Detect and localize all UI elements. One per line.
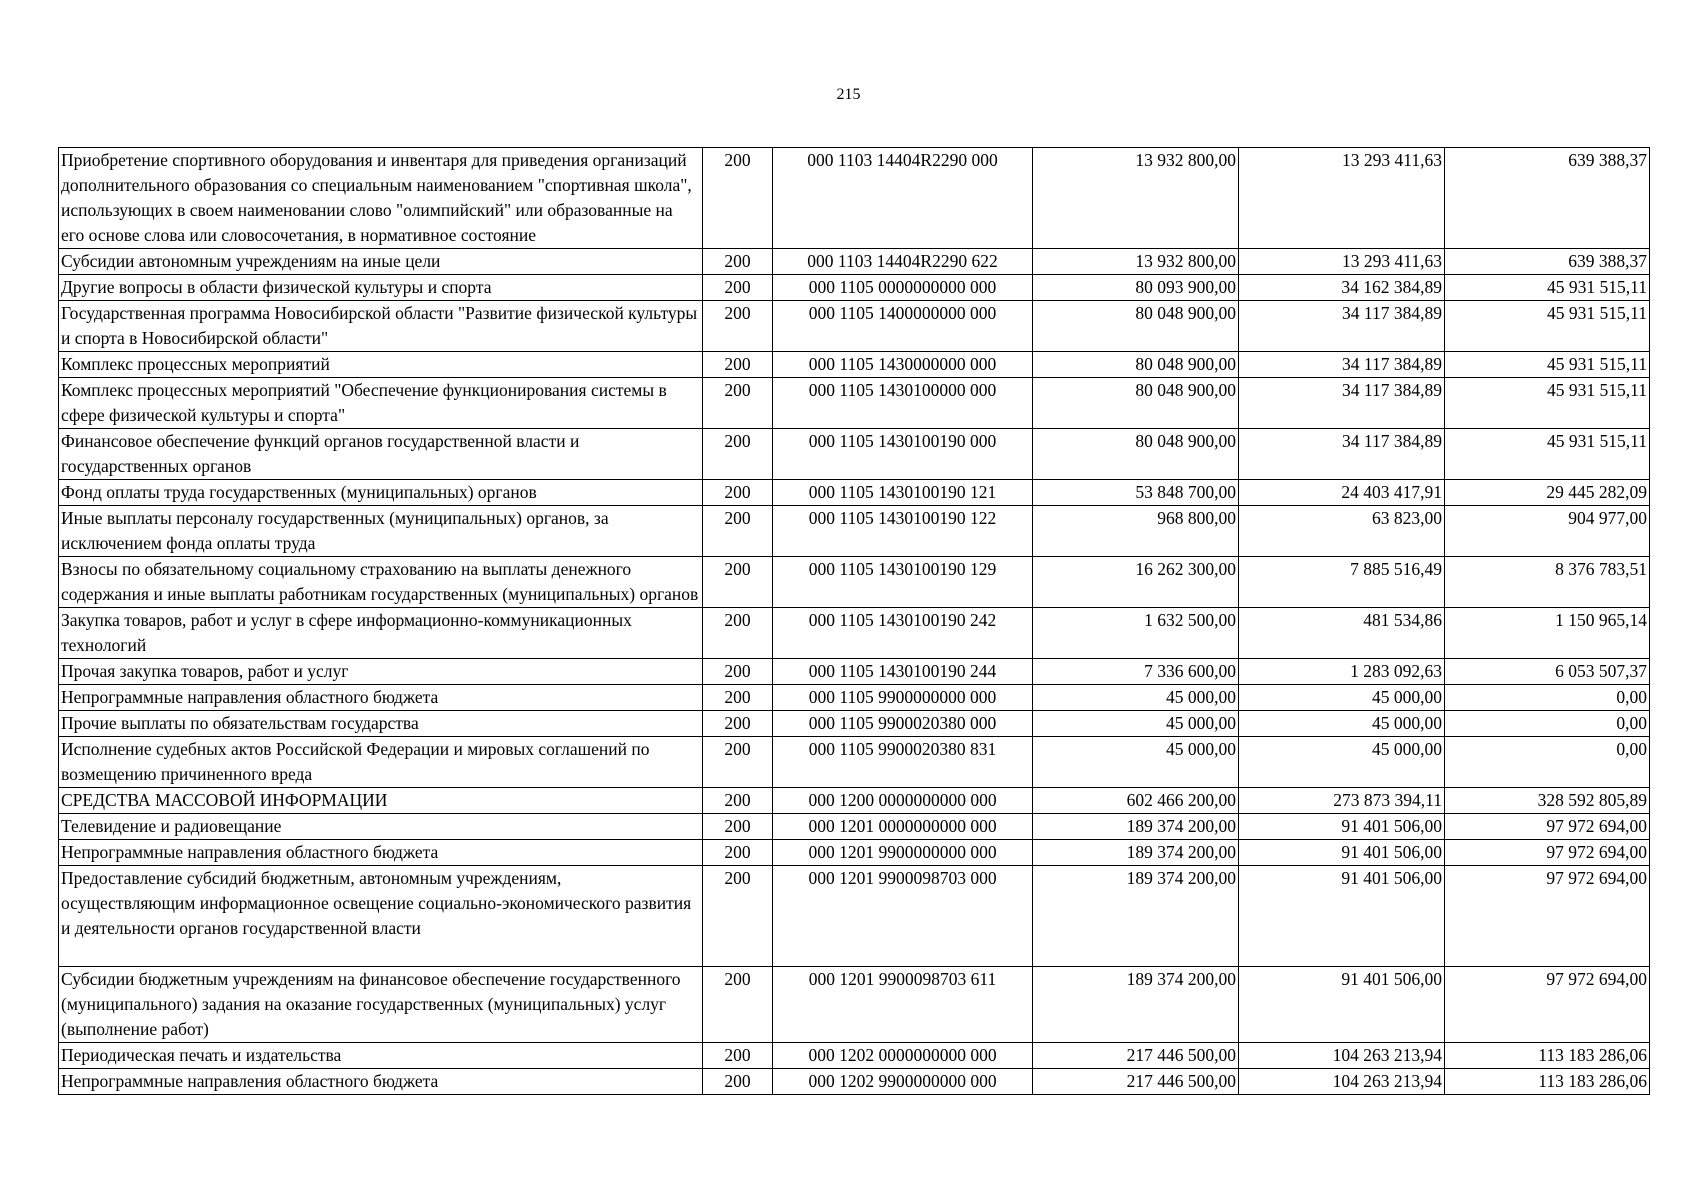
approved-amount-cell: 1 632 500,00 xyxy=(1033,608,1239,659)
unexecuted-amount-cell: 97 972 694,00 xyxy=(1445,967,1650,1043)
expense-name-cell: Прочие выплаты по обязательствам государства xyxy=(59,711,703,737)
table-row xyxy=(59,378,1650,429)
line-code-cell: 200 xyxy=(703,840,773,866)
unexecuted-amount-cell: 97 972 694,00 xyxy=(1445,840,1650,866)
page-number: 215 xyxy=(836,86,861,103)
executed-amount-cell: 45 000,00 xyxy=(1239,737,1445,788)
executed-amount-cell: 1 283 092,63 xyxy=(1239,659,1445,685)
unexecuted-amount-cell: 328 592 805,89 xyxy=(1445,788,1650,814)
budget-classification-code-cell: 000 1105 1430100190 242 xyxy=(773,608,1033,659)
expense-name-cell: Закупка товаров, работ и услуг в сфере информационно-коммуникационных технологий xyxy=(59,608,703,659)
approved-amount-cell: 189 374 200,00 xyxy=(1033,967,1239,1043)
approved-amount-cell: 13 932 800,00 xyxy=(1033,148,1239,249)
unexecuted-amount-cell: 0,00 xyxy=(1445,685,1650,711)
executed-amount-cell: 273 873 394,11 xyxy=(1239,788,1445,814)
unexecuted-amount-cell: 45 931 515,11 xyxy=(1445,301,1650,352)
unexecuted-amount-cell: 0,00 xyxy=(1445,711,1650,737)
unexecuted-amount-cell: 45 931 515,11 xyxy=(1445,352,1650,378)
budget-classification-code-cell: 000 1202 0000000000 000 xyxy=(773,1043,1033,1069)
expense-name-cell: Периодическая печать и издательства xyxy=(59,1043,703,1069)
line-code-cell: 200 xyxy=(703,429,773,480)
approved-amount-cell: 217 446 500,00 xyxy=(1033,1069,1239,1095)
budget-classification-code-cell: 000 1105 1430100190 129 xyxy=(773,557,1033,608)
unexecuted-amount-cell: 1 150 965,14 xyxy=(1445,608,1650,659)
expense-name-cell: Комплекс процессных мероприятий "Обеспечение функционирования системы в сфере физической культуры и спорта" xyxy=(59,378,703,429)
table-row xyxy=(59,608,1650,659)
expense-name-cell: Непрограммные направления областного бюджета xyxy=(59,840,703,866)
table-row xyxy=(59,788,1650,814)
approved-amount-cell: 189 374 200,00 xyxy=(1033,866,1239,967)
line-code-cell: 200 xyxy=(703,480,773,506)
budget-classification-code-cell: 000 1105 9900020380 831 xyxy=(773,737,1033,788)
table-row xyxy=(59,352,1650,378)
budget-classification-code-cell: 000 1105 1430100190 122 xyxy=(773,506,1033,557)
unexecuted-amount-cell: 639 388,37 xyxy=(1445,148,1650,249)
line-code-cell: 200 xyxy=(703,249,773,275)
executed-amount-cell: 481 534,86 xyxy=(1239,608,1445,659)
unexecuted-amount-cell: 45 931 515,11 xyxy=(1445,275,1650,301)
budget-classification-code-cell: 000 1200 0000000000 000 xyxy=(773,788,1033,814)
executed-amount-cell: 91 401 506,00 xyxy=(1239,840,1445,866)
table-row xyxy=(59,301,1650,352)
approved-amount-cell: 80 048 900,00 xyxy=(1033,378,1239,429)
line-code-cell: 200 xyxy=(703,814,773,840)
executed-amount-cell: 63 823,00 xyxy=(1239,506,1445,557)
table-row xyxy=(59,711,1650,737)
line-code-cell: 200 xyxy=(703,352,773,378)
approved-amount-cell: 217 446 500,00 xyxy=(1033,1043,1239,1069)
executed-amount-cell: 34 117 384,89 xyxy=(1239,301,1445,352)
executed-amount-cell: 34 117 384,89 xyxy=(1239,429,1445,480)
table-row xyxy=(59,814,1650,840)
table-row xyxy=(59,429,1650,480)
executed-amount-cell: 13 293 411,63 xyxy=(1239,249,1445,275)
approved-amount-cell: 53 848 700,00 xyxy=(1033,480,1239,506)
budget-classification-code-cell: 000 1105 9900020380 000 xyxy=(773,711,1033,737)
budget-classification-code-cell: 000 1105 1430100190 244 xyxy=(773,659,1033,685)
unexecuted-amount-cell: 113 183 286,06 xyxy=(1445,1043,1650,1069)
line-code-cell: 200 xyxy=(703,788,773,814)
table-row xyxy=(59,737,1650,788)
line-code-cell: 200 xyxy=(703,557,773,608)
expense-name-cell: Предоставление субсидий бюджетным, автономным учреждениям, осуществляющим информационное освещение социально-экономического развития и деятельности органов государственной власти xyxy=(59,866,703,967)
unexecuted-amount-cell: 113 183 286,06 xyxy=(1445,1069,1650,1095)
approved-amount-cell: 45 000,00 xyxy=(1033,737,1239,788)
expense-name-cell: Комплекс процессных мероприятий xyxy=(59,352,703,378)
unexecuted-amount-cell: 29 445 282,09 xyxy=(1445,480,1650,506)
approved-amount-cell: 189 374 200,00 xyxy=(1033,840,1239,866)
expense-name-cell: Приобретение спортивного оборудования и инвентаря для приведения организаций дополнительного образования со специальным наименованием "спортивная школа", использующих в своем наименовании слово "олимпийский" или образованные на его основе слова или словосочетания, в нормативное состояние xyxy=(59,148,703,249)
budget-classification-code-cell: 000 1201 9900098703 000 xyxy=(773,866,1033,967)
expense-name-cell: СРЕДСТВА МАССОВОЙ ИНФОРМАЦИИ xyxy=(59,788,703,814)
expense-name-cell: Субсидии автономным учреждениям на иные цели xyxy=(59,249,703,275)
expense-name-cell: Телевидение и радиовещание xyxy=(59,814,703,840)
table-row xyxy=(59,1069,1650,1095)
line-code-cell: 200 xyxy=(703,866,773,967)
table-row xyxy=(59,148,1650,249)
table-row xyxy=(59,506,1650,557)
table-row xyxy=(59,249,1650,275)
line-code-cell: 200 xyxy=(703,275,773,301)
budget-classification-code-cell: 000 1201 9900098703 611 xyxy=(773,967,1033,1043)
executed-amount-cell: 13 293 411,63 xyxy=(1239,148,1445,249)
executed-amount-cell: 34 117 384,89 xyxy=(1239,378,1445,429)
expense-name-cell: Другие вопросы в области физической культуры и спорта xyxy=(59,275,703,301)
line-code-cell: 200 xyxy=(703,1069,773,1095)
approved-amount-cell: 7 336 600,00 xyxy=(1033,659,1239,685)
approved-amount-cell: 80 048 900,00 xyxy=(1033,352,1239,378)
budget-classification-code-cell: 000 1105 9900000000 000 xyxy=(773,685,1033,711)
executed-amount-cell: 91 401 506,00 xyxy=(1239,866,1445,967)
table-row xyxy=(59,480,1650,506)
table-row xyxy=(59,967,1650,1043)
approved-amount-cell: 45 000,00 xyxy=(1033,711,1239,737)
approved-amount-cell: 80 093 900,00 xyxy=(1033,275,1239,301)
line-code-cell: 200 xyxy=(703,378,773,429)
line-code-cell: 200 xyxy=(703,1043,773,1069)
unexecuted-amount-cell: 97 972 694,00 xyxy=(1445,814,1650,840)
unexecuted-amount-cell: 6 053 507,37 xyxy=(1445,659,1650,685)
line-code-cell: 200 xyxy=(703,506,773,557)
budget-classification-code-cell: 000 1103 14404R2290 622 xyxy=(773,249,1033,275)
unexecuted-amount-cell: 45 931 515,11 xyxy=(1445,429,1650,480)
executed-amount-cell: 91 401 506,00 xyxy=(1239,814,1445,840)
budget-classification-code-cell: 000 1202 9900000000 000 xyxy=(773,1069,1033,1095)
approved-amount-cell: 45 000,00 xyxy=(1033,685,1239,711)
table-row xyxy=(59,866,1650,967)
table-row xyxy=(59,685,1650,711)
unexecuted-amount-cell: 904 977,00 xyxy=(1445,506,1650,557)
expense-name-cell: Исполнение судебных актов Российской Федерации и мировых соглашений по возмещению причиненного вреда xyxy=(59,737,703,788)
budget-classification-code-cell: 000 1103 14404R2290 000 xyxy=(773,148,1033,249)
executed-amount-cell: 34 117 384,89 xyxy=(1239,352,1445,378)
budget-classification-code-cell: 000 1105 0000000000 000 xyxy=(773,275,1033,301)
approved-amount-cell: 13 932 800,00 xyxy=(1033,249,1239,275)
executed-amount-cell: 91 401 506,00 xyxy=(1239,967,1445,1043)
approved-amount-cell: 602 466 200,00 xyxy=(1033,788,1239,814)
line-code-cell: 200 xyxy=(703,301,773,352)
expense-name-cell: Непрограммные направления областного бюджета xyxy=(59,1069,703,1095)
executed-amount-cell: 45 000,00 xyxy=(1239,685,1445,711)
unexecuted-amount-cell: 0,00 xyxy=(1445,737,1650,788)
budget-classification-code-cell: 000 1105 1430100190 121 xyxy=(773,480,1033,506)
executed-amount-cell: 7 885 516,49 xyxy=(1239,557,1445,608)
line-code-cell: 200 xyxy=(703,737,773,788)
budget-classification-code-cell: 000 1201 9900000000 000 xyxy=(773,840,1033,866)
approved-amount-cell: 16 262 300,00 xyxy=(1033,557,1239,608)
budget-classification-code-cell: 000 1105 1430100190 000 xyxy=(773,429,1033,480)
unexecuted-amount-cell: 639 388,37 xyxy=(1445,249,1650,275)
table-row xyxy=(59,840,1650,866)
executed-amount-cell: 45 000,00 xyxy=(1239,711,1445,737)
expense-name-cell: Фонд оплаты труда государственных (муниципальных) органов xyxy=(59,480,703,506)
budget-classification-code-cell: 000 1201 0000000000 000 xyxy=(773,814,1033,840)
executed-amount-cell: 104 263 213,94 xyxy=(1239,1069,1445,1095)
approved-amount-cell: 968 800,00 xyxy=(1033,506,1239,557)
budget-classification-code-cell: 000 1105 1430000000 000 xyxy=(773,352,1033,378)
line-code-cell: 200 xyxy=(703,967,773,1043)
table-body xyxy=(59,148,1650,1095)
expense-name-cell: Субсидии бюджетным учреждениям на финансовое обеспечение государственного (муниципального) задания на оказание государственных (муниципальных) услуг (выполнение работ) xyxy=(59,967,703,1043)
approved-amount-cell: 189 374 200,00 xyxy=(1033,814,1239,840)
expense-name-cell: Прочая закупка товаров, работ и услуг xyxy=(59,659,703,685)
expense-name-cell: Финансовое обеспечение функций органов государственной власти и государственных органов xyxy=(59,429,703,480)
expense-name-cell: Государственная программа Новосибирской области "Развитие физической культуры и спорта в Новосибирской области" xyxy=(59,301,703,352)
line-code-cell: 200 xyxy=(703,659,773,685)
unexecuted-amount-cell: 45 931 515,11 xyxy=(1445,378,1650,429)
table-row xyxy=(59,275,1650,301)
expense-name-cell: Иные выплаты персоналу государственных (муниципальных) органов, за исключением фонда оплаты труда xyxy=(59,506,703,557)
approved-amount-cell: 80 048 900,00 xyxy=(1033,429,1239,480)
expense-name-cell: Взносы по обязательному социальному страхованию на выплаты денежного содержания и иные выплаты работникам государственных (муниципальных) органов xyxy=(59,557,703,608)
executed-amount-cell: 104 263 213,94 xyxy=(1239,1043,1445,1069)
unexecuted-amount-cell: 8 376 783,51 xyxy=(1445,557,1650,608)
table-row xyxy=(59,557,1650,608)
line-code-cell: 200 xyxy=(703,685,773,711)
unexecuted-amount-cell: 97 972 694,00 xyxy=(1445,866,1650,967)
expense-name-cell: Непрограммные направления областного бюджета xyxy=(59,685,703,711)
executed-amount-cell: 34 162 384,89 xyxy=(1239,275,1445,301)
line-code-cell: 200 xyxy=(703,608,773,659)
executed-amount-cell: 24 403 417,91 xyxy=(1239,480,1445,506)
approved-amount-cell: 80 048 900,00 xyxy=(1033,301,1239,352)
budget-classification-code-cell: 000 1105 1400000000 000 xyxy=(773,301,1033,352)
table-row xyxy=(59,659,1650,685)
budget-classification-code-cell: 000 1105 1430100000 000 xyxy=(773,378,1033,429)
table-row xyxy=(59,1043,1650,1069)
line-code-cell: 200 xyxy=(703,711,773,737)
budget-execution-table xyxy=(58,147,1650,1095)
line-code-cell: 200 xyxy=(703,148,773,249)
